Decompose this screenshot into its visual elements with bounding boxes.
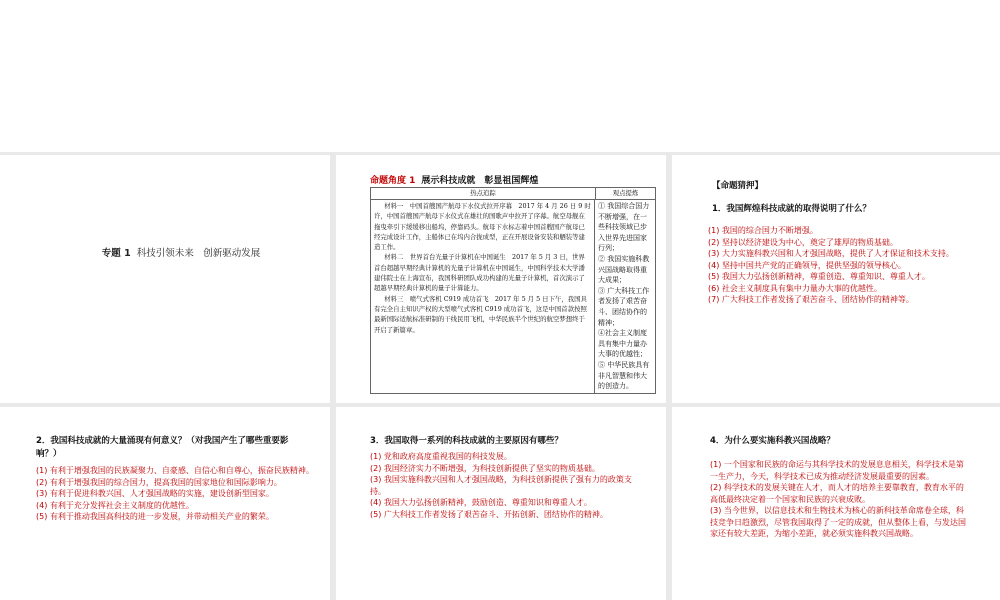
answer-item: (1) 党和政府高度重视我国的科技发展。 bbox=[370, 452, 512, 461]
answers-3 bbox=[370, 451, 640, 520]
material-1: 材料一 中国首艘国产航母下水仪式拉开序幕 2017 年 4 月 26 日 9 时许，中国首艘国产航母下水仪式在雄壮的国歌声中拉开了序幕。航空母舰在拖曳牵引下缓缓移出船坞，停靠码头。航母下水标志着中国首艘国产航母已经完成设计工作，主船体已在坞内合拢成型，正在开展设备安装和舾装等建造工作。 bbox=[374, 202, 591, 252]
col-viewpoints: 观点提炼 bbox=[612, 189, 639, 197]
viewpoint-2: ② 我国实施科教兴国战略取得重大成果； bbox=[598, 254, 650, 285]
topic-title bbox=[86, 247, 276, 261]
answer-item: (1) 我国的综合国力不断增强。 bbox=[708, 226, 818, 235]
answers-4 bbox=[710, 459, 968, 540]
slide-q2[interactable] bbox=[0, 407, 330, 600]
question-2: 2．我国科技成就的大量涌现有何意义？（对我国产生了哪些重要影响？） bbox=[36, 436, 289, 459]
viewpoint-4: ④社会主义制度具有集中力量办大事的优越性； bbox=[598, 329, 647, 359]
answer-item: (7) 广大科技工作者发扬了艰苦奋斗、团结协作的精神等。 bbox=[708, 295, 914, 304]
answer-item: (5) 广大科技工作者发扬了艰苦奋斗、开拓创新、团结协作的精神。 bbox=[370, 509, 608, 519]
answer-item: (3) 大力实施科教兴国和人才强国战略，提供了人才保证和技术支持。 bbox=[708, 249, 954, 258]
col-hot-tracking: 热点追踪 bbox=[371, 188, 596, 199]
guess-tag: 【命题猜押】 bbox=[712, 181, 764, 191]
question-3: 3．我国取得一系列的科技成就的主要原因有哪些？ bbox=[370, 436, 563, 446]
materials-cell bbox=[371, 200, 595, 393]
material-2: 材料二 世界首台光量子计算机在中国诞生 2017 年 5 月 3 日，世界首台超越早期经典计算机的光量子计算机在中国诞生，中国科学技术大学潘建伟院士在上海宣布，我国科研团队成功构建的光量子计算机，首次演示了超越早期经典计算机的量子计算能力。 bbox=[374, 253, 585, 293]
top-blank-area bbox=[0, 0, 1000, 152]
answer-item: (3) 有利于促进科教兴国、人才强国战略的实施，建设创新型国家。 bbox=[36, 489, 274, 498]
material-3: 材料三 喷气式客机 C919 成功首飞 2017 年 5 月 5 日下午，我国具有完全自主知识产权的大型喷气式客机 C919 成功首飞，这是中国首款按照最新国际适航标准研制的干线民用飞机，中华民族半个世纪的航空梦想终于开启了新篇章。 bbox=[374, 294, 587, 334]
answer-item: (3) 我国实施科教兴国和人才强国战略，为科技创新提供了强有力的政策支持。 bbox=[370, 475, 632, 496]
question-1: 1．我国辉煌科技成就的取得说明了什么？ bbox=[712, 204, 871, 214]
answer-item: (4) 有利于充分发挥社会主义制度的优越性。 bbox=[36, 500, 194, 510]
answer-item: (4) 坚持中国共产党的正确领导，提供坚强的领导核心。 bbox=[708, 260, 906, 270]
answer-item: (4) 我国大力弘扬创新精神，鼓励创造、尊重知识和尊重人才。 bbox=[370, 498, 592, 507]
topic-number: 专题 1 bbox=[101, 248, 131, 259]
viewpoint-1: ① 我国综合国力不断增强，在一些科技领域已步入世界先进国家行列； bbox=[598, 202, 650, 253]
slide-analysis[interactable] bbox=[336, 155, 666, 403]
table-body bbox=[371, 200, 655, 393]
answers-1 bbox=[708, 225, 970, 306]
slide-guess-q1[interactable] bbox=[672, 155, 1000, 403]
answer-item: (2) 有利于增强我国的综合国力，提高我国的国家地位和国际影响力。 bbox=[36, 477, 282, 487]
viewpoint-3: ③ 广大科技工作者发扬了艰苦奋斗、团结协作的精神； bbox=[598, 286, 650, 327]
answer-item: (5) 我国大力弘扬创新精神，尊重创造、尊重知识、尊重人才。 bbox=[708, 272, 930, 281]
topic-title-text: 科技引领未来 创新驱动发展 bbox=[136, 248, 261, 259]
angle-title: 展示科技成就 彰显祖国辉煌 bbox=[421, 176, 539, 186]
table-header bbox=[371, 188, 655, 200]
answer-item: (2) 科学技术的发展关键在人才，而人才的培养主要靠教育，教育水平的高低最终决定着一个国家和民族的兴衰成败。 bbox=[710, 483, 964, 504]
answer-item: (2) 坚持以经济建设为中心，奠定了雄厚的物质基础。 bbox=[708, 237, 898, 247]
answers-2 bbox=[36, 465, 316, 523]
slide-q3[interactable] bbox=[336, 407, 666, 600]
answer-item: (3) 当今世界，以信息技术和生物技术为核心的新科技革命席卷全球，科技竞争日趋激烈，尽管我国取得了一定的成就，但从整体上看，与发达国家还有较大差距，为缩小差距，就必须实施科教兴国战略。 bbox=[710, 506, 966, 538]
question-4: 4．为什么要实施科教兴国战略？ bbox=[710, 436, 835, 446]
hot-topic-table bbox=[370, 187, 656, 394]
angle-heading bbox=[370, 173, 538, 186]
answer-item: (2) 我国经济实力不断增强，为科技创新提供了坚实的物质基础。 bbox=[370, 463, 600, 473]
answer-item: (5) 有利于推动我国高科技的进一步发展，并带动相关产业的繁荣。 bbox=[36, 512, 274, 521]
slide-cover[interactable] bbox=[0, 155, 330, 403]
answer-item: (1) 有利于增强我国的民族凝聚力、自豪感、自信心和自尊心，振奋民族精神。 bbox=[36, 466, 314, 475]
angle-label: 命题角度 1 bbox=[370, 176, 416, 186]
answer-item: (6) 社会主义制度具有集中力量办大事的优越性。 bbox=[708, 283, 882, 293]
viewpoint-5: ⑤ 中华民族具有非凡智慧和伟大的创造力。 bbox=[598, 360, 650, 391]
viewpoints-cell bbox=[595, 200, 655, 393]
answer-item: (1) 一个国家和民族的命运与其科学技术的发展息息相关，科学技术是第一生产力，今天，科学技术已成为推动经济发展最重要的因素。 bbox=[710, 460, 964, 481]
slide-q4[interactable] bbox=[672, 407, 1000, 600]
